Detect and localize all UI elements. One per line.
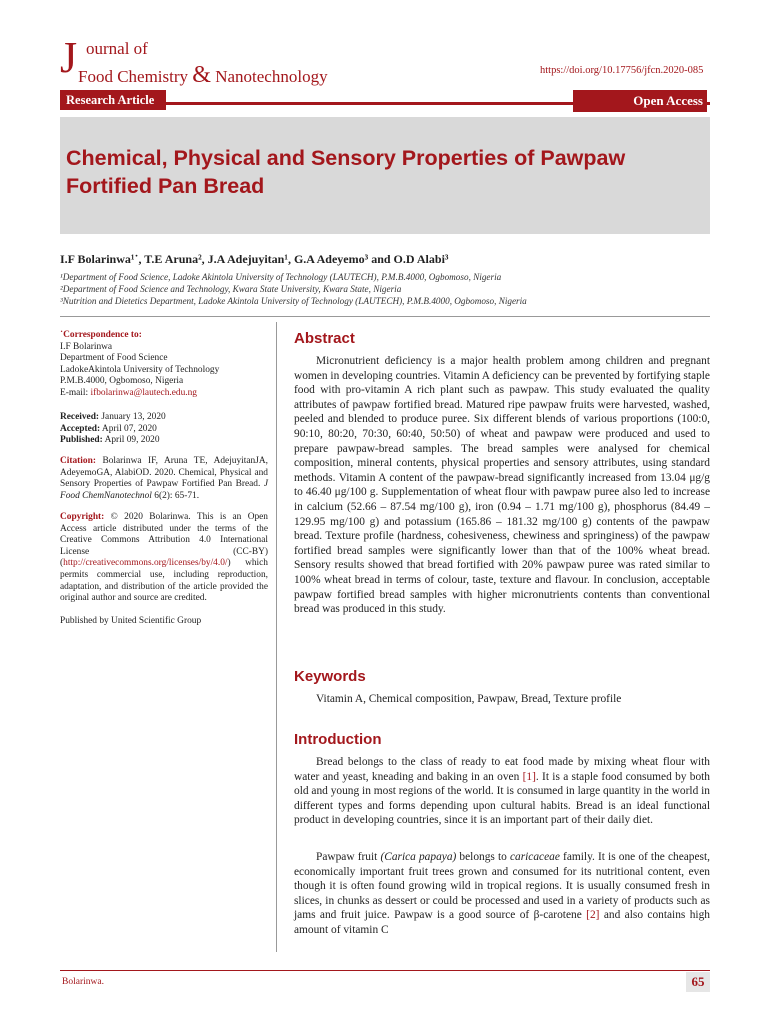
intro-p1-text-b: . It is a staple food consumed by both old and young in most regions of the world. It is consumed in large quantity in the world in different types and forms depending upon cultural habits. Bread is an ideal functional product in developing countries, since it is an important part of their daily diet. xyxy=(294,770,711,827)
correspondence-line: Department of Food Science xyxy=(60,353,168,364)
correspondence-block xyxy=(60,330,268,400)
article-title: Chemical, Physical and Sensory Properties of Pawpaw Fortified Pan Bread xyxy=(66,146,626,198)
footer-author: Bolarinwa. xyxy=(62,977,104,987)
column-divider xyxy=(276,322,277,952)
correspondence-line: LadokeAkintola University of Technology xyxy=(60,364,220,375)
intro-p2-text-d: and also contains high amount of vitamin C xyxy=(294,909,710,936)
intro-paragraph-2 xyxy=(294,850,710,938)
abstract-body: Micronutrient deficiency is a major health problem among children and pregnant women in developing countries. Vitamin A deficiency can be prevented by fortifying staple food with pro-vitamin A rich plant such as pawpaw. This study evaluated the quality attributes of pawpaw fortified bread. Matured ripe pawpaw fruits were harvested, washed, peeled and blended to produce puree. Six different blends of various proportions (100:0, 90:10, 80:20, 70:30, 60:40, 50:50) of wheat and pawpaw were produced and used to prepare pawpaw-bread samples. The bread samples were analysed for chemical composition, mineral contents, physical properties and sensory attributes, using standard methods. Vitamin A content of the pawpaw-bread significantly increased from 13.04 μg/g to 46.40 μg/100 g. Supplementation of wheat flour with pawpaw puree also led to increase in calcium (52.66 – 87.54 mg/100 g), iron (0.94 – 1.71 mg/100 g), phosphorus (84.49 – 129.95 mg/100 g) and potassium (165.86 – 181.32 mg/100 g) contents of the pawpaw bread. Texture profile (hardness, cohesiveness, chewiness and springiness) of the pawpaw fortified bread samples were significantly lower than that of the 100% wheat bread. Sensory results showed that bread fortified with 20% pawpaw puree was rated similar to 100% wheat bread in terms of colour, taste, texture and flavour. In conclusion, acceptable pawpaw fortified bread samples with higher micronutrients contents than conventional bread was produced in this study. xyxy=(294,355,710,616)
dates-block xyxy=(60,412,268,447)
keywords-body: Vitamin A, Chemical composition, Pawpaw, Bread, Texture profile xyxy=(316,693,622,705)
citation-volume: 6(2): 65-71. xyxy=(154,490,200,501)
accepted-date: April 07, 2020 xyxy=(101,423,157,434)
intro-p2-text-c: family. It is one of the cheapest, economically important fruit trees grown and consumed for its nutritional content, even though it is often found growing wild in tropical regions. It is usually consumed fresh in slices, in chunks as dessert or could be processed and used in a variety of products such as jams and fruit juice. Pawpaw is a good source of β-carotene xyxy=(294,851,711,922)
abstract-heading: Abstract xyxy=(294,330,355,347)
citation-text: Bolarinwa IF, Aruna TE, AdejuyitanJA, AdeyemoGA, AlabiOD. 2020. Chemical, Physical and Sensory Properties of Pawpaw Fortified Pan Bread. xyxy=(60,456,268,490)
section-divider xyxy=(60,316,710,317)
intro-p2-text: Pawpaw fruit xyxy=(316,851,381,863)
citation-block xyxy=(60,456,268,502)
affiliation-1: ¹Department of Food Science, Ladoke Akintola University of Technology (LAUTECH), P.M.B.4000, Ogbomoso, Nigeria xyxy=(60,272,502,282)
published-date: April 09, 2020 xyxy=(104,435,160,446)
open-access-badge: Open Access xyxy=(573,90,707,112)
published-label: Published: xyxy=(60,435,103,446)
copyright-text-b: ) which permits commercial use, including reproduction, adaptation, and distribution of the article provided the original author and source are credited. xyxy=(60,558,268,604)
intro-p2-family: caricaceae xyxy=(509,851,560,863)
journal-logo-initial: J xyxy=(60,33,78,82)
correspondence-line: I.F Bolarinwa xyxy=(60,341,113,352)
journal-name-line1: ournal of xyxy=(86,39,148,58)
publisher-note: Published by United Scientific Group xyxy=(60,616,202,626)
intro-p2-text-b: belongs to xyxy=(456,851,510,863)
keywords-text xyxy=(294,692,710,707)
reference-link[interactable]: [1] xyxy=(522,770,536,783)
journal-name-ampersand: & xyxy=(192,62,211,88)
intro-p1-text: Bread belongs to the class of ready to eat food made by mixing wheat flour with water and yeast, kneading and baking in an oven xyxy=(294,756,710,783)
intro-paragraph-1 xyxy=(294,755,710,828)
affiliation-3: ³Nutrition and Dietetics Department, Ladoke Akintola University of Technology (LAUTECH), P.M.B.4000, Ogbomoso, Nigeria xyxy=(60,296,527,306)
accepted-label: Accepted: xyxy=(60,423,101,434)
correspondence-line: P.M.B.4000, Ogbomoso, Nigeria xyxy=(60,376,184,387)
abstract-text xyxy=(294,354,710,617)
author-list: I.F Bolarinwa¹˙, T.E Aruna², J.A Adejuyitan¹, G.A Adeyemo³ and O.D Alabi³ xyxy=(60,252,449,266)
citation-journal: J Food ChemNanotechnol xyxy=(60,479,268,501)
keywords-heading: Keywords xyxy=(294,668,366,685)
page-number: 65 xyxy=(686,972,710,992)
received-date: January 13, 2020 xyxy=(101,412,166,422)
journal-name-part-b: Nanotechnology xyxy=(215,67,328,86)
reference-link[interactable]: [2] xyxy=(586,909,600,922)
intro-p2-species: (Carica papaya) xyxy=(380,851,457,863)
license-link[interactable]: http://creativecommons.org/licenses/by/4.0/ xyxy=(63,558,228,569)
email-label: E-mail: xyxy=(60,387,89,398)
introduction-heading: Introduction xyxy=(294,731,382,748)
email-link[interactable]: ifbolarinwa@lautech.edu.ng xyxy=(90,387,197,398)
journal-name-part-a: Food Chemistry xyxy=(78,67,189,86)
article-type-badge: Research Article xyxy=(60,90,166,110)
footer-rule xyxy=(60,970,710,971)
journal-name-line2 xyxy=(78,62,328,89)
correspondence-label: ˙Correspondence to: xyxy=(60,330,142,340)
copyright-label: Copyright: xyxy=(60,512,105,522)
citation-label: Citation: xyxy=(60,456,96,466)
doi-link[interactable]: https://doi.org/10.17756/jfcn.2020-085 xyxy=(540,65,704,76)
copyright-block xyxy=(60,512,268,605)
affiliation-2: ²Department of Food Science and Technology, Kwara State University, Kwara State, Nigeria xyxy=(60,284,402,294)
email-row xyxy=(60,388,268,400)
received-label: Received: xyxy=(60,412,100,422)
copyright-text-a: © 2020 Bolarinwa. This is an Open Access article distributed under the terms of the Creative Commons Attribution 4.0 International License (CC-BY) ( xyxy=(60,512,268,569)
